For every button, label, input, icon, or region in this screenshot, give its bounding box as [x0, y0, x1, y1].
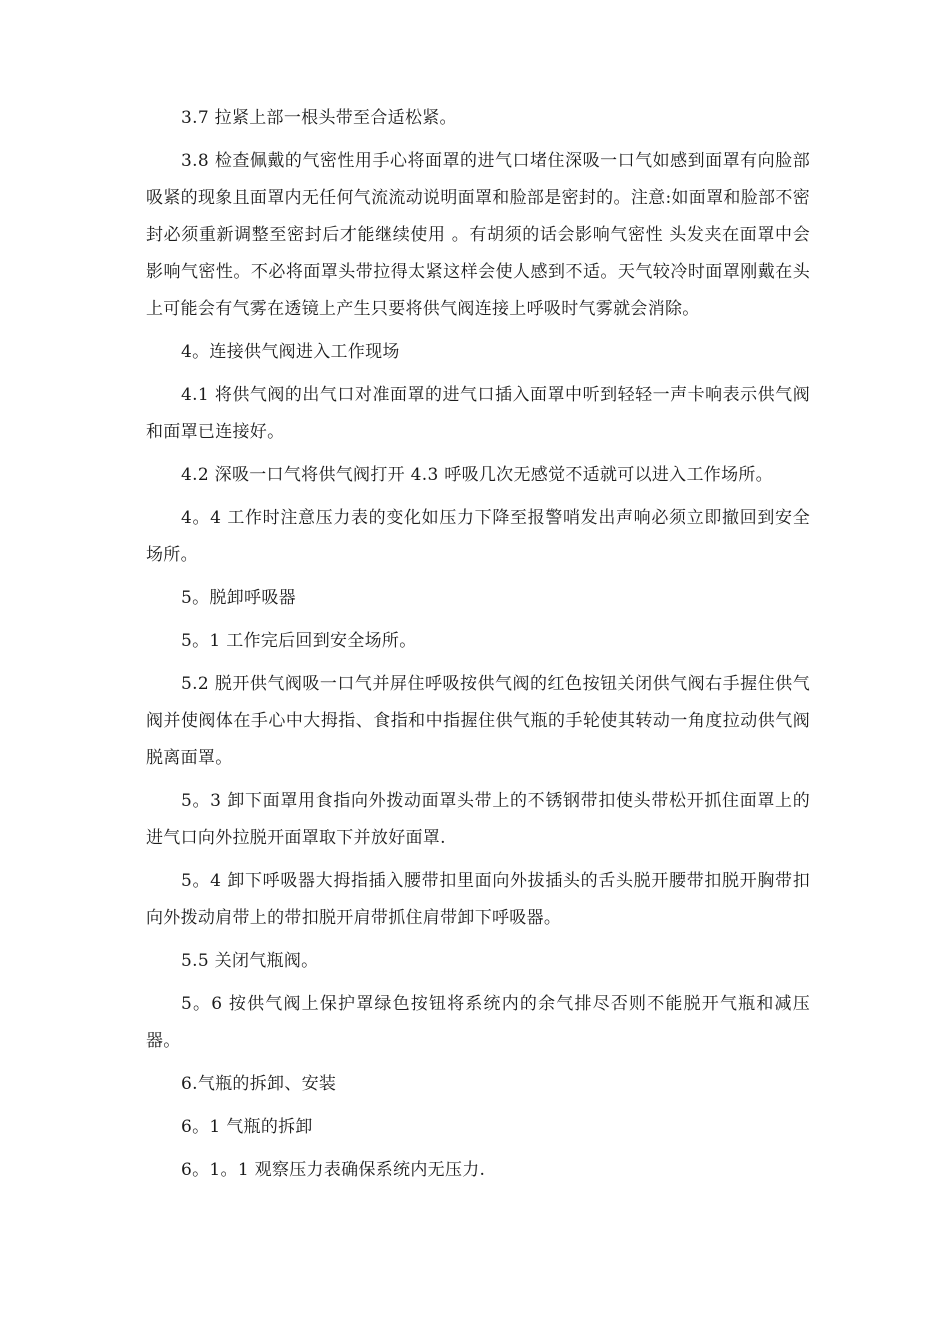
- paragraph-4-1: 4.1 将供气阀的出气口对准面罩的进气口插入面罩中听到轻轻一声卡响表示供气阀和面罩已连接好。: [146, 385, 810, 442]
- document-page: [146, 100, 810, 1195]
- paragraph-5-3: 5。3 卸下面罩用食指向外拨动面罩头带上的不锈钢带扣使头带松开抓住面罩上的进气口向外拉脱开面罩取下并放好面罩.: [146, 791, 810, 848]
- paragraph-6-1-1: 6。1。1 观察压力表确保系统内无压力.: [181, 1160, 486, 1180]
- section-heading-4: 4。连接供气阀进入工作现场: [181, 342, 400, 362]
- paragraph-5-2: 5.2 脱开供气阀吸一口气并屏住呼吸按供气阀的红色按钮关闭供气阀右手握住供气阀并使阀体在手心中大拇指、食指和中指握住供气瓶的手轮使其转动一角度拉动供气阀脱离面罩。: [146, 674, 810, 768]
- paragraph-4-2: 4.2 深吸一口气将供气阀打开 4.3 呼吸几次无感觉不适就可以进入工作场所。: [181, 465, 773, 485]
- paragraph-5-1: 5。1 工作完后回到安全场所。: [181, 631, 417, 651]
- section-heading-5: 5。脱卸呼吸器: [181, 588, 296, 608]
- subsection-heading-6-1: 6。1 气瓶的拆卸: [181, 1117, 313, 1137]
- paragraph-3-7: 3.7 拉紧上部一根头带至合适松紧。: [181, 108, 457, 128]
- paragraph-3-8: 3.8 检查佩戴的气密性用手心将面罩的进气口堵住深吸一口气如感到面罩有向脸部吸紧的现象且面罩内无任何气流流动说明面罩和脸部是密封的。注意:如面罩和脸部不密封必须重新调整至密封后才能继续使用 。有胡须的话会影响气密性 头发夹在面罩中会影响气密性。不必将面罩头带拉得太紧这样会使人感到不适。天气较冷时面罩刚戴在头上可能会有气雾在透镜上产生只要将供气阀连接上呼吸时气雾就会消除。: [146, 151, 810, 319]
- section-heading-6: 6.气瓶的拆卸、安装: [181, 1074, 337, 1094]
- paragraph-4-4: 4。4 工作时注意压力表的变化如压力下降至报警哨发出声响必须立即撤回到安全场所。: [146, 508, 810, 565]
- paragraph-5-6: 5。6 按供气阀上保护罩绿色按钮将系统内的余气排尽否则不能脱开气瓶和减压器。: [146, 994, 810, 1051]
- paragraph-5-5: 5.5 关闭气瓶阀。: [181, 951, 319, 971]
- paragraph-5-4: 5。4 卸下呼吸器大拇指插入腰带扣里面向外拔插头的舌头脱开腰带扣脱开胸带扣向外拨动肩带上的带扣脱开肩带抓住肩带卸下呼吸器。: [146, 871, 810, 928]
